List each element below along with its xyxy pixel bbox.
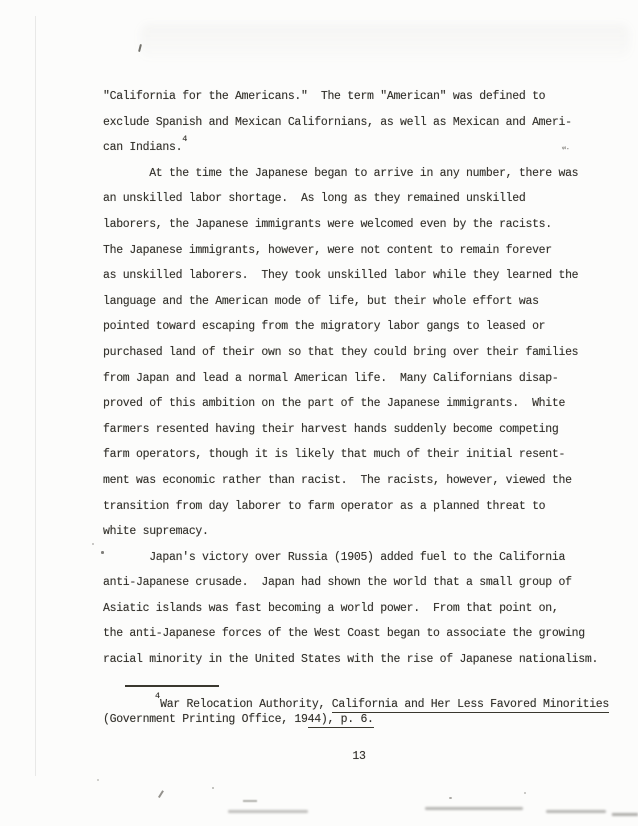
footnote-publisher: (Government Printing Office, 19 (103, 713, 308, 726)
scan-edge-line (35, 16, 36, 776)
ink-speck (524, 792, 526, 794)
footnote-line-1 (103, 691, 615, 712)
footnote-marker: 4 (155, 691, 161, 702)
footnote-book-title: California and Her Less Favored Minorities (331, 698, 609, 711)
text-line: farm operators, though it is likely that much of their initial resent- (103, 448, 566, 462)
footnote-line-2 (103, 712, 615, 727)
footnote-text: War Relocation Authority, (160, 698, 332, 711)
text-line: language and the American mode of life, but their whole effort was (103, 294, 539, 308)
text-line: Japan's victory over Russia (1905) added fuel to the California (103, 550, 566, 564)
document-body (103, 84, 615, 673)
text-line: The Japanese immigrants, however, were not content to remain forever (103, 243, 552, 257)
scan-smudge-bottom (612, 813, 638, 816)
scan-smudge-bottom (228, 810, 308, 813)
text-line: the anti-Japanese forces of the West Coast began to associate the growing (103, 627, 585, 641)
text-line: purchased land of their own so that they could bring over their families (103, 345, 579, 359)
scan-smudge-bottom (546, 810, 606, 813)
text-line: pointed toward escaping from the migratory labor gangs to leased or (103, 320, 546, 334)
ink-speck (449, 797, 452, 799)
page-number: 13 (352, 750, 366, 763)
text-line: racial minority in the United States with the rise of Japanese nationalism. (103, 653, 599, 667)
text-line: white supremacy. (103, 525, 209, 539)
ink-speck (92, 543, 94, 545)
footnote-reference-marker: 4 (182, 134, 188, 145)
ink-slash-mark (158, 790, 164, 798)
text-line: anti-Japanese crusade. Japan had shown the world that a small group of (103, 576, 572, 590)
ink-tick-mark (138, 44, 142, 52)
footnote-separator-rule (125, 685, 219, 687)
body-lines (103, 84, 615, 673)
text-line: laborers, the Japanese immigrants were welcomed even by the racists. (103, 217, 552, 231)
footnote (103, 691, 615, 727)
ink-squiggle-mark: ʷ· (561, 144, 571, 156)
text-line: farmers resented having their harvest hands suddenly become competing (103, 422, 559, 436)
text-line: Asiatic islands was fast becoming a world power. From that point on, (103, 601, 559, 615)
scan-smudge-bottom (425, 807, 523, 810)
text-line: can Indians.$^4$ (103, 134, 188, 155)
text-line: exclude Spanish and Mexican Californians, as well as Mexican and Ameri- (103, 115, 572, 129)
text-line: ment was economic rather than racist. The racists, however, viewed the (103, 473, 572, 487)
footnote-page-ref: 44), p. 6. (307, 713, 374, 726)
ink-speck (212, 787, 214, 789)
ink-dash-mark (243, 800, 257, 802)
text-line: as unskilled laborers. They took unskilled labor while they learned the (103, 269, 579, 283)
text-line: At the time the Japanese began to arrive in any number, there was (103, 166, 579, 180)
text-line: from Japan and lead a normal American life. Many Californians disap- (103, 371, 559, 385)
text-line: proved of this ambition on the part of the Japanese immigrants. White (103, 397, 566, 411)
text-line: an unskilled labor shortage. As long as they remained unskilled (103, 192, 526, 206)
ink-speck (97, 779, 99, 781)
text-line: "California for the Americans." The term "American" was defined to (103, 90, 546, 103)
text-line: transition from day laborer to farm operator as a planned threat to (103, 499, 546, 513)
scan-smudge-top (140, 24, 630, 58)
